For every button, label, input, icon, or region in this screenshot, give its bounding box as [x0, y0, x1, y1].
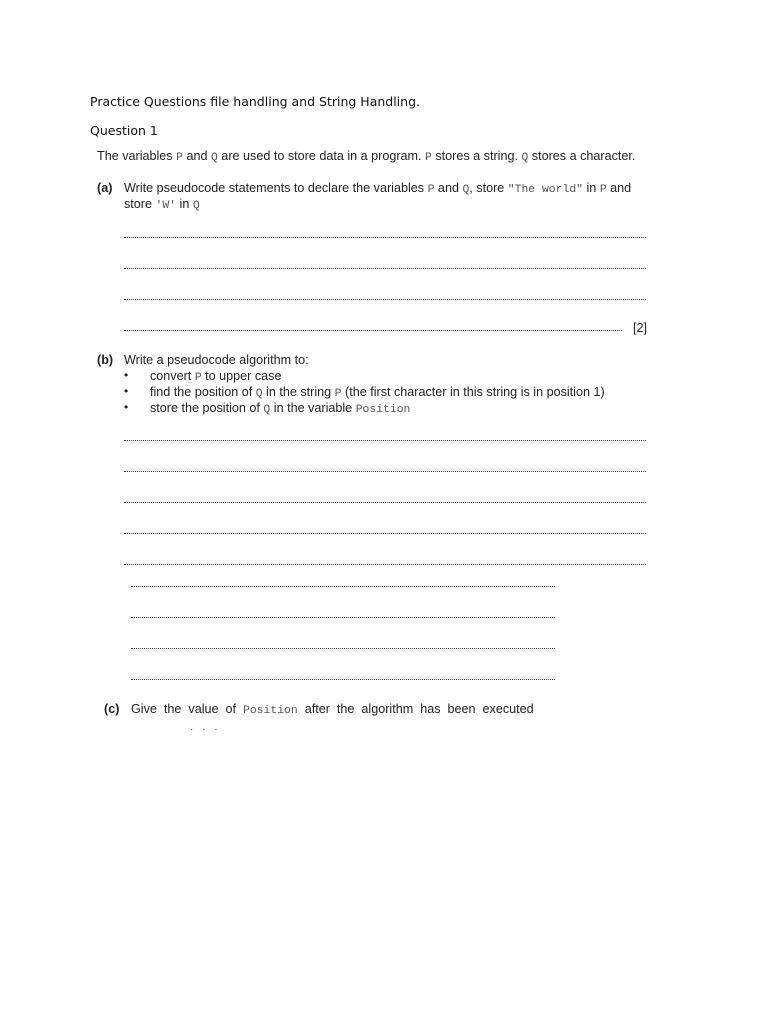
answer-line[interactable] — [131, 648, 555, 649]
answer-line[interactable] — [131, 617, 555, 618]
answer-line[interactable] — [124, 237, 646, 238]
char-w: 'W' — [155, 200, 177, 212]
part-b-bullet-2: find the position of Q in the string P (the first character in this string is in position 1) — [150, 385, 605, 400]
answer-line[interactable] — [124, 330, 622, 331]
var-q: Q — [521, 152, 529, 164]
var-p: P — [194, 372, 202, 384]
document-title: Practice Questions file handling and String Handling. — [90, 94, 420, 109]
var-q: Q — [192, 200, 200, 212]
var-p: P — [599, 184, 607, 196]
string-the-world: "The world" — [507, 184, 583, 196]
var-q: Q — [255, 388, 263, 400]
bullet-icon: • — [124, 400, 129, 414]
answer-line[interactable] — [124, 471, 646, 472]
part-a-line-2: store 'W' in Q — [124, 197, 200, 212]
answer-line[interactable] — [124, 502, 646, 503]
bullet-icon: • — [124, 384, 129, 398]
answer-line[interactable] — [124, 564, 646, 565]
var-q: Q — [462, 184, 470, 196]
answer-line[interactable] — [124, 533, 646, 534]
answer-line[interactable] — [131, 679, 555, 680]
var-position: Position — [355, 404, 411, 416]
part-c-text: Give the value of Position after the algorithm has been executed — [131, 702, 534, 717]
var-p: P — [427, 184, 435, 196]
part-b-intro: Write a pseudocode algorithm to: — [124, 353, 309, 367]
var-p: P — [425, 152, 432, 164]
part-a-line-1: Write pseudocode statements to declare the variables P and Q, store "The world" in P and — [124, 181, 632, 196]
part-b-bullet-3: store the position of Q in the variable Position — [150, 401, 411, 416]
bullet-icon: • — [124, 368, 129, 382]
part-b-label: (b) — [97, 353, 114, 367]
question-intro: The variables P and Q are used to store data in a program. P stores a string. Q stores a character. — [97, 149, 636, 164]
answer-line[interactable] — [131, 586, 555, 587]
var-q: Q — [210, 152, 218, 164]
cropped-text-edge: · · · — [190, 724, 221, 735]
marks-label: [2] — [633, 321, 648, 335]
part-b-bullet-1: convert P to upper case — [150, 369, 282, 384]
part-c-label: (c) — [104, 702, 120, 716]
var-q: Q — [263, 404, 271, 416]
part-a-label: (a) — [97, 181, 113, 195]
var-p: P — [176, 152, 183, 164]
var-position: Position — [243, 705, 298, 717]
answer-line[interactable] — [124, 440, 646, 441]
answer-line[interactable] — [124, 299, 646, 300]
question-label: Question 1 — [90, 123, 158, 138]
var-p: P — [334, 388, 342, 400]
answer-line[interactable] — [124, 268, 646, 269]
